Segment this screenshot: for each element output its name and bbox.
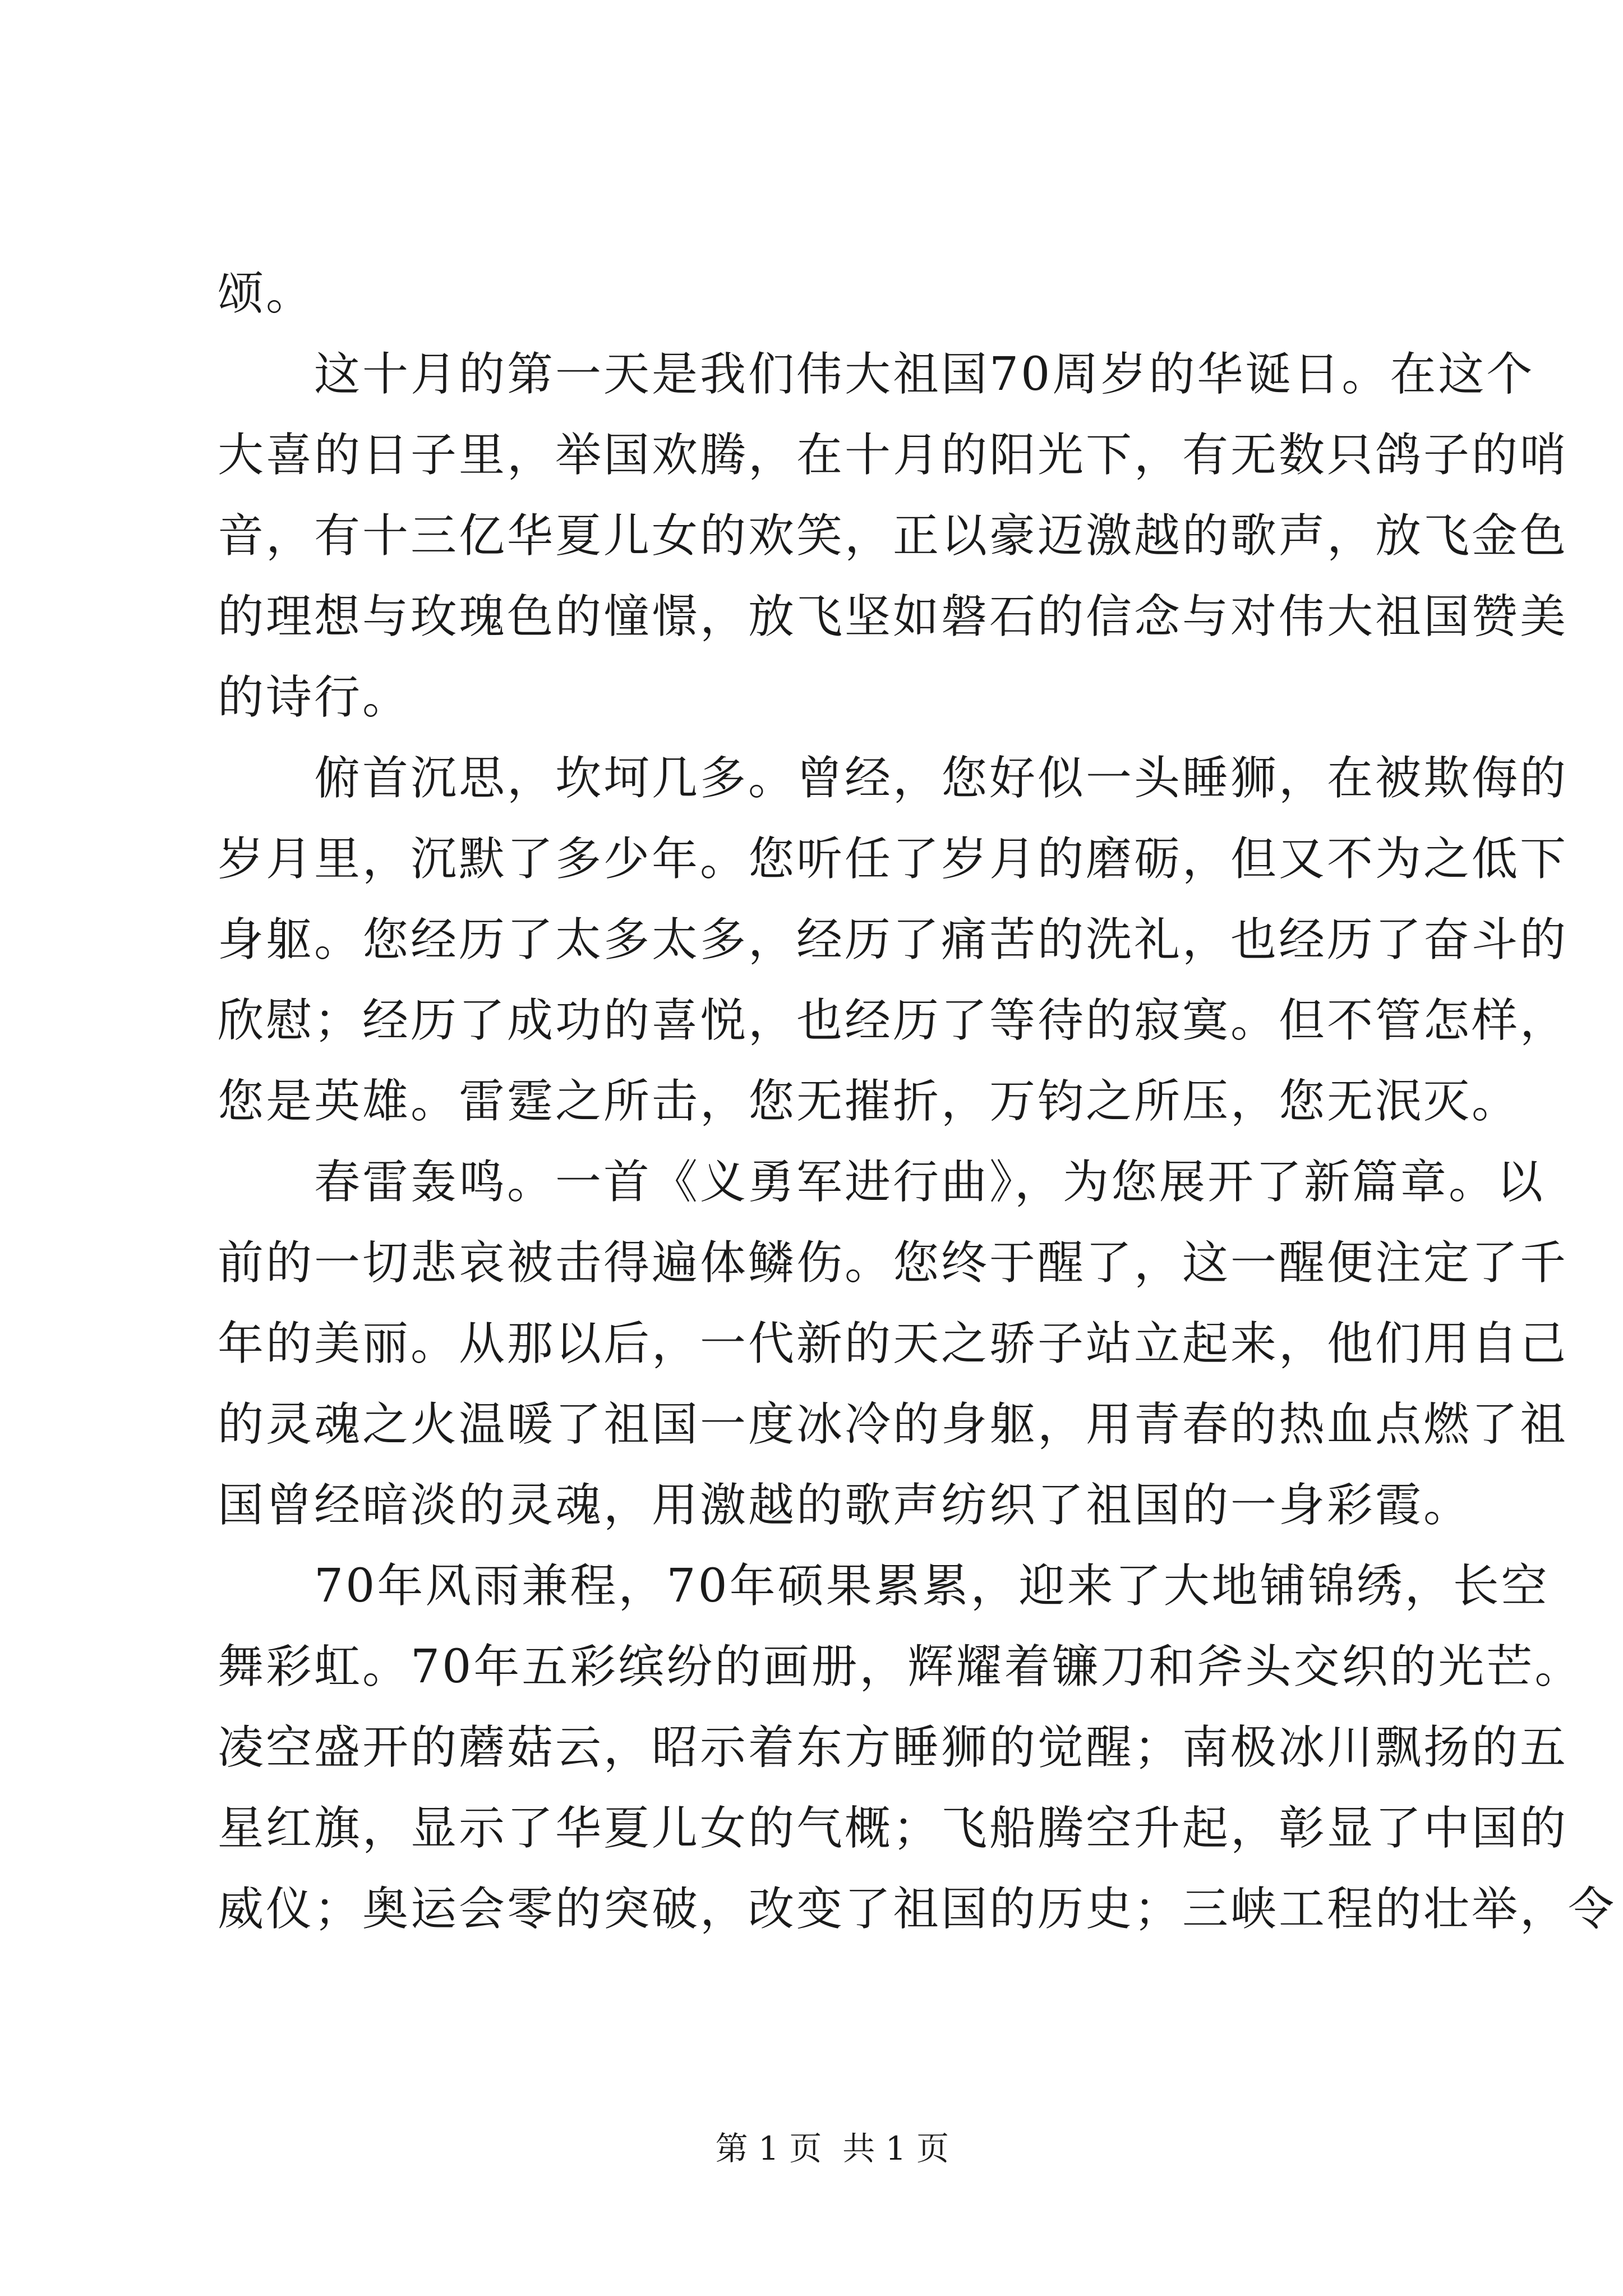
- text-line: 的理想与玫瑰色的憧憬，放飞坚如磐石的信念与对伟大祖国赞美: [218, 590, 1569, 643]
- text-line: 70年风雨兼程，70年硕果累累，迎来了大地铺锦绣，长空: [218, 1559, 1550, 1613]
- text-line: 颂。: [218, 267, 315, 320]
- text-line: 的诗行。: [218, 671, 411, 724]
- text-line: 的灵魂之火温暖了祖国一度冰冷的身躯，用青春的热血点燃了祖: [218, 1398, 1569, 1451]
- text-line: 前的一切悲哀被击得遍体鳞伤。您终于醒了，这一醒便注定了千: [218, 1236, 1569, 1290]
- text-line: 威仪；奥运会零的突破，改变了祖国的历史；三峡工程的壮举，令: [218, 1883, 1617, 1936]
- text-line: 星红旗，显示了华夏儿女的气概；飞船腾空升起，彰显了中国的: [218, 1802, 1569, 1855]
- text-line: 您是英雄。雷霆之所击，您无摧折，万钧之所压，您无泯灭。: [218, 1075, 1520, 1128]
- text-line: 国曾经暗淡的灵魂，用激越的歌声纺织了祖国的一身彩霞。: [218, 1479, 1472, 1532]
- text-line: 欣慰；经历了成功的喜悦，也经历了等待的寂寞。但不管怎样，: [218, 994, 1569, 1047]
- page-footer: [0, 2081, 1623, 2216]
- text-line: 春雷轰鸣。一首《义勇军进行曲》，为您展开了新篇章。以: [218, 1156, 1546, 1209]
- text-line: 身躯。您经历了太多太多，经历了痛苦的洗礼，也经历了奋斗的: [218, 913, 1569, 967]
- page-number: 第 1 页 共 1 页: [715, 2129, 949, 2168]
- text-line: 岁月里，沉默了多少年。您听任了岁月的磨砺，但又不为之低下: [218, 832, 1569, 886]
- text-line: 年的美丽。从那以后，一代新的天之骄子站立起来，他们用自己: [218, 1317, 1569, 1370]
- text-line: 音，有十三亿华夏儿女的欢笑，正以豪迈激越的歌声，放飞金色: [218, 509, 1569, 563]
- text-line: 大喜的日子里，举国欢腾，在十月的阳光下，有无数只鸽子的哨: [218, 429, 1569, 482]
- text-line: 凌空盛开的蘑菇云，昭示着东方睡狮的觉醒；南极冰川飘扬的五: [218, 1721, 1569, 1774]
- text-line: 俯首沉思，坎坷几多。曾经，您好似一头睡狮，在被欺侮的: [218, 752, 1569, 805]
- text-line: 舞彩虹。70年五彩缤纷的画册，辉耀着镰刀和斧头交织的光芒。: [218, 1640, 1583, 1694]
- body-text: [218, 254, 1617, 1950]
- text-line: 这十月的第一天是我们伟大祖国70周岁的华诞日。在这个: [218, 348, 1535, 401]
